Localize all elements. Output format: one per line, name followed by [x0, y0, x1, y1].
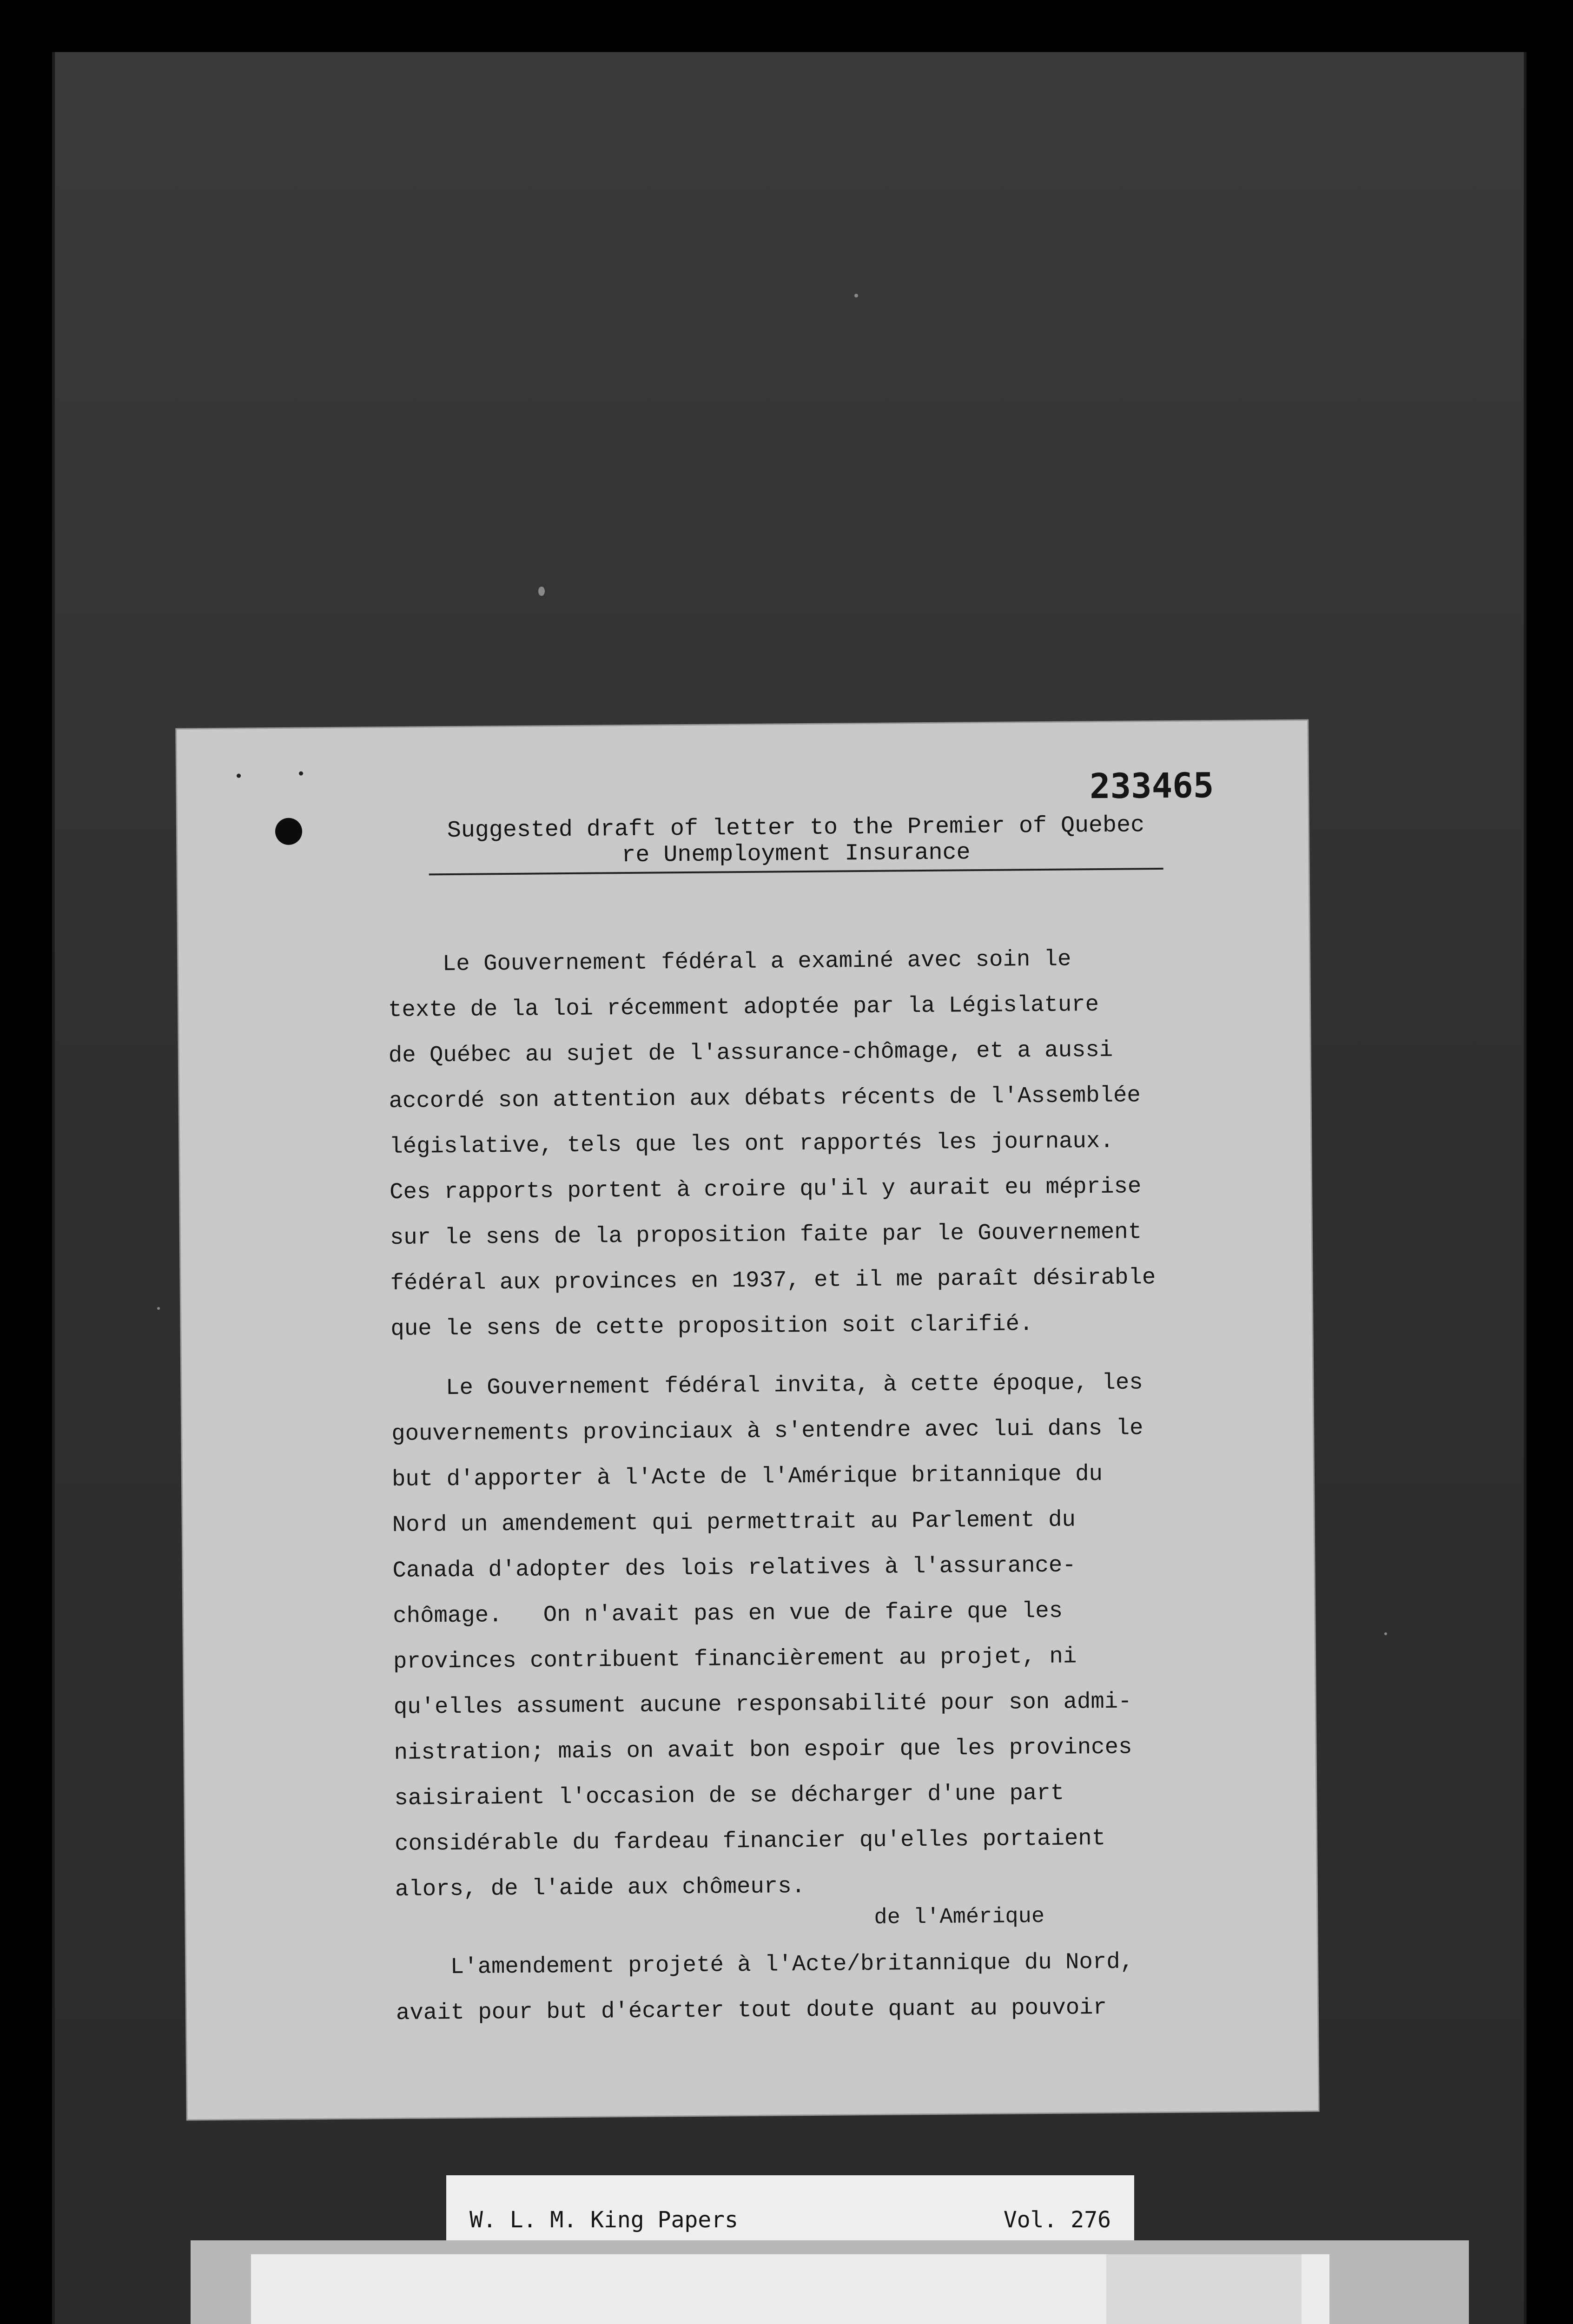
archive-stamp-card: [251, 2254, 1329, 2324]
paragraph-2: [391, 1359, 1232, 1912]
text-line: chômage. On n'avait pas en vue de faire que les: [393, 1598, 1063, 1630]
text-line: Le Gouvernement fédéral invita, à cette époque, les: [391, 1369, 1143, 1402]
text-line: but d'apporter à l'Acte de l'Amérique britannique du: [391, 1461, 1103, 1493]
volume-number: Vol. 276: [1003, 2207, 1111, 2233]
film-speck: [1384, 1632, 1387, 1635]
text-line: de Québec au sujet de l'assurance-chômage, et a aussi: [388, 1037, 1113, 1069]
text-line: considérable du fardeau financier qu'elles portaient: [394, 1825, 1106, 1857]
text-line: que le sens de cette proposition soit clarifié.: [390, 1311, 1033, 1342]
text-line: Ces rapports portent à croire qu'il y aurait eu méprise: [389, 1173, 1142, 1206]
text-line: accordé son attention aux débats récents de l'Assemblée: [389, 1082, 1141, 1115]
letter-body: [388, 935, 1233, 2036]
text-line: sur le sens de la proposition faite par le Gouvernement: [390, 1219, 1142, 1251]
paper-mark: [299, 771, 303, 775]
tape-strip: [1106, 2254, 1302, 2324]
punch-hole: [275, 818, 302, 845]
letter-heading: [429, 812, 1163, 870]
film-speck: [157, 1307, 160, 1310]
paper-mark: [237, 774, 241, 778]
text-line: nistration; mais on avait bon espoir que les provinces: [394, 1734, 1132, 1766]
text-line: fédéral aux provinces en 1937, et il me paraît désirable: [390, 1264, 1156, 1297]
text-line: texte de la loi récemment adoptée par la Législature: [388, 991, 1099, 1023]
document-number: 233465: [1089, 766, 1214, 807]
text-line: alors, de l'aide aux chômeurs.: [395, 1873, 806, 1902]
text-line: législative, tels que les ont rapportés les journaux.: [389, 1128, 1114, 1160]
text-line: L'amendement projeté à l'Acte/britannique du Nord,: [396, 1948, 1134, 1981]
heading-line-1: Suggested draft of letter to the Premier of Quebec: [447, 812, 1145, 845]
text-line: provinces contribuent financièrement au projet, ni: [393, 1643, 1077, 1675]
text-line: gouvernements provinciaux à s'entendre avec lui dans le: [391, 1415, 1143, 1447]
film-speck: [538, 587, 545, 596]
heading-line-2: re Unemployment Insurance: [621, 839, 971, 869]
text-line: qu'elles assument aucune responsabilité pour son admi-: [393, 1688, 1132, 1720]
film-speck: [854, 294, 858, 297]
text-line: Le Gouvernement fédéral a examiné avec soin le: [388, 946, 1071, 978]
interlinear-insertion: de l'Amérique: [874, 1904, 1045, 1930]
text-line: saisiraient l'occasion de se décharger d'une part: [394, 1780, 1064, 1811]
archive-stamp-box: [191, 2240, 1469, 2324]
collection-name: W. L. M. King Papers: [469, 2207, 738, 2233]
paragraph-1: [388, 935, 1228, 1352]
text-line: avait pour but d'écarter tout doute quant au pouvoir: [396, 1994, 1107, 2026]
letter-page: [177, 720, 1318, 2119]
text-line: Nord un amendement qui permettrait au Parlement du: [392, 1506, 1076, 1538]
paragraph-3: [396, 1938, 1233, 2036]
text-line: Canada d'adopter des lois relatives à l'assurance-: [392, 1552, 1076, 1584]
